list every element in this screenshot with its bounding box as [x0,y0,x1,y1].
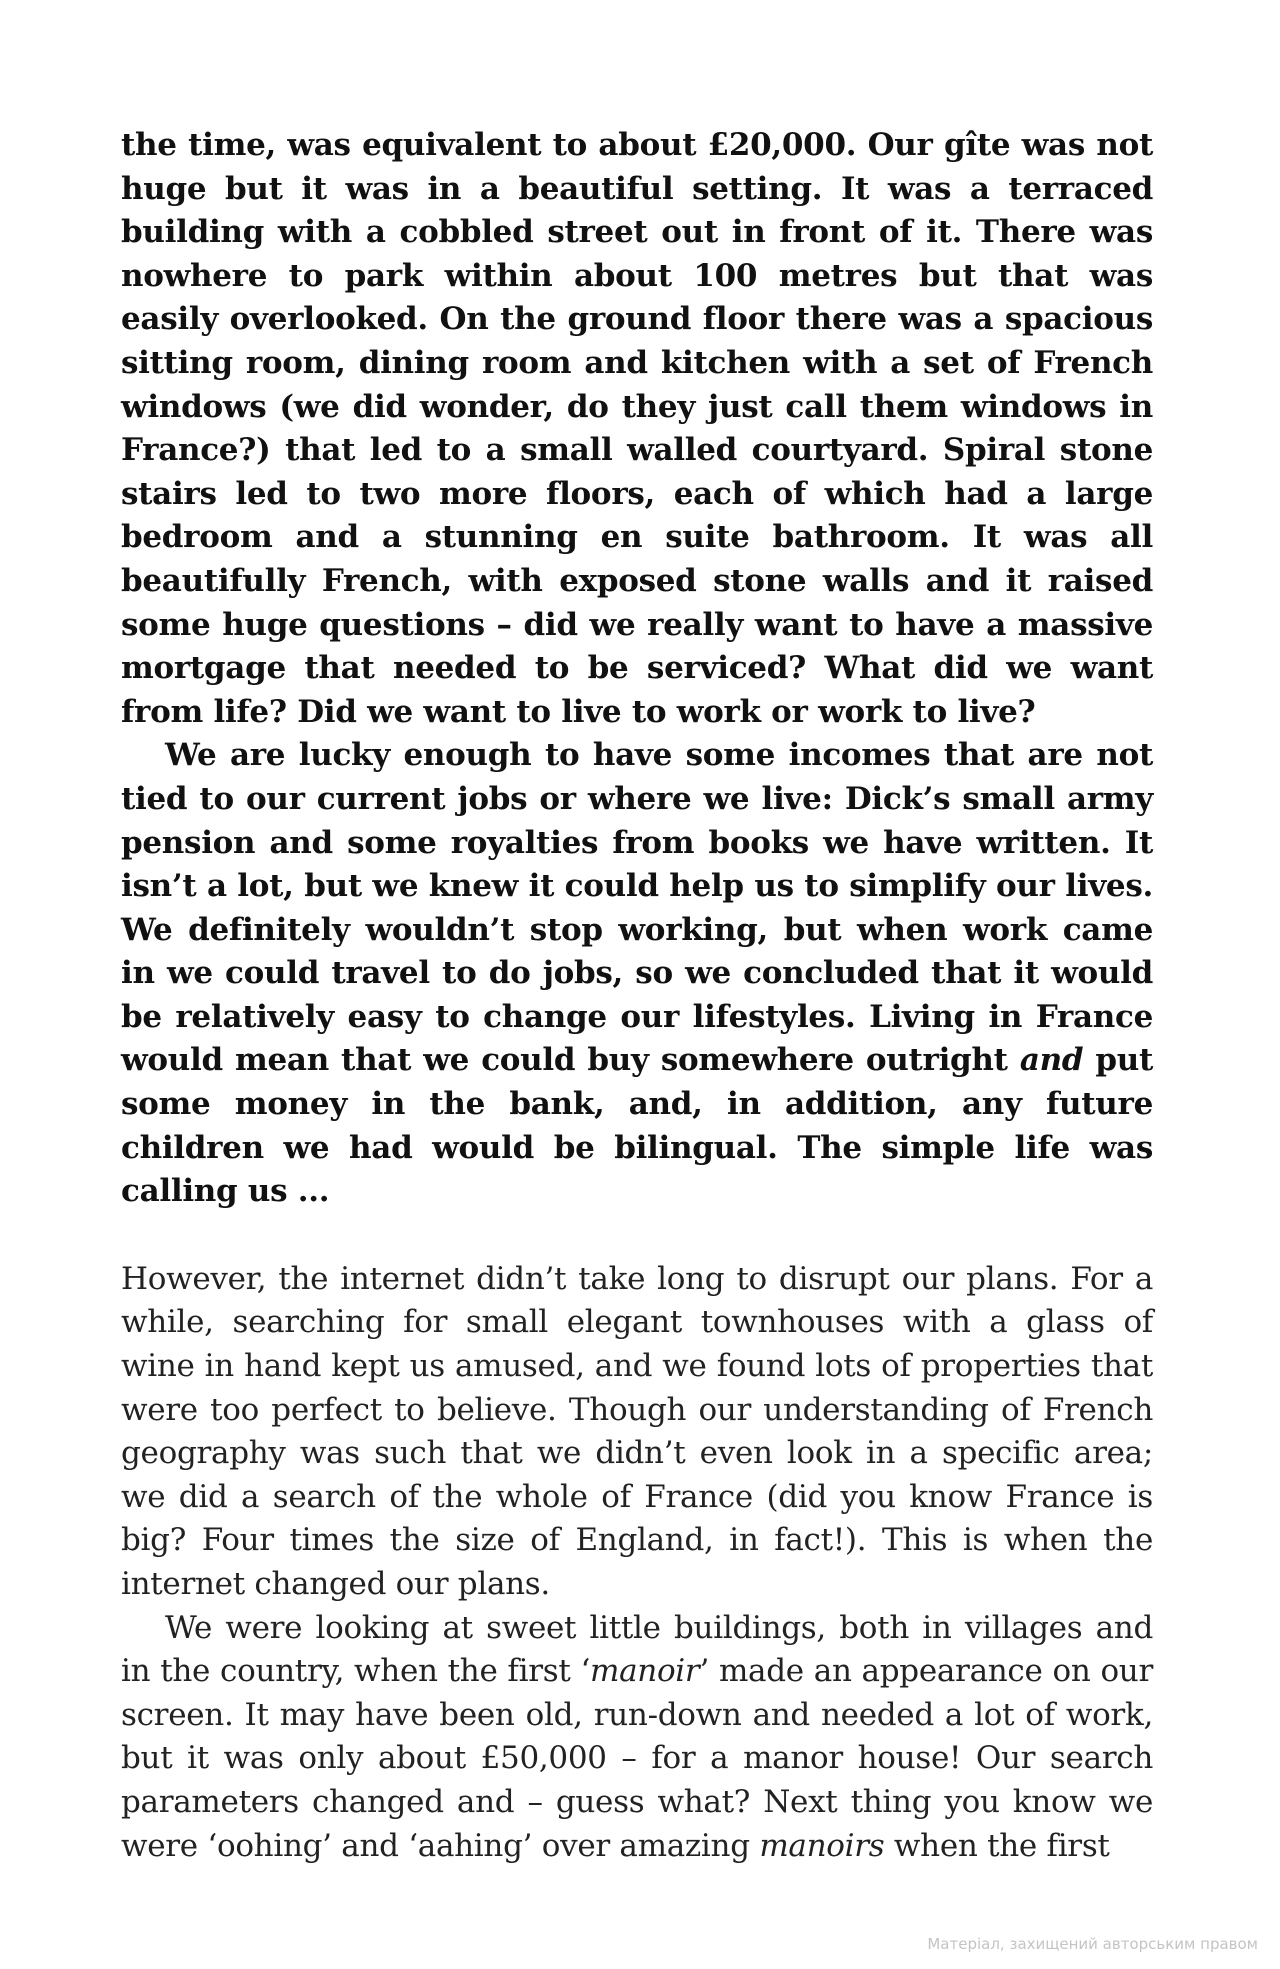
emphasis-text: manoirs [759,1827,885,1864]
emphasis-text: manoir [590,1653,700,1690]
paragraph-internet-search [121,1258,1153,1607]
copyright-watermark: Матеріал, захищений авторським правом [927,1935,1258,1953]
emphasis-text: and [1019,1042,1084,1079]
paragraph-gite-description [121,124,1153,734]
paragraph-manoir [121,1607,1153,1869]
text-run: However, the internet didn’t take long to disrupt our plans. For a while, searching for small elegant townhouses with a glass of wine in hand kept us amused, and we found lots of properties that were too perfect to believe. Though our understanding of French geography was such that we didn’t even look in a specific area; we did a search of the whole of France (did you know France is big? Four times the size of England, in fact!). This is when the internet changed our plans. [121,1260,1153,1602]
text-run: We were looking at sweet little buildings, both in villages and in the country, when the first ‘ [121,1609,1153,1690]
text-run: put some money in the bank, and, in addition, any future children we had would be bilingual. The simple life was calling us ... [121,1042,1153,1210]
text-run: ’ made an appearance on our screen. It may have been old, run-down and needed a lot of work, but it was only about £50,000 – for a manor house! Our search parameters changed and – guess what? Next thing you know we were ‘oohing’ and ‘aahing’ over amazing [121,1653,1153,1864]
text-run: when the first [884,1827,1110,1864]
paragraph-incomes [121,734,1153,1214]
text-run: the time, was equivalent to about £20,000. Our gîte was not huge but it was in a beautiful setting. It was a terraced building with a cobbled street out in front of it. There was nowhere to park within about 100 metres but that was easily overlooked. On the ground floor there was a spacious sitting room, dining room and kitchen with a set of French windows (we did wonder, do they just call them windows in France?) that led to a small walled courtyard. Spiral stone stairs led to two more floors, each of which had a large bedroom and a stunning en suite bathroom. It was all beautifully French, with exposed stone walls and it raised some huge questions – did we really want to have a massive mortgage that needed to be serviced? What did we want from life? Did we want to live to work or work to live? [121,127,1153,730]
text-run: We are lucky enough to have some incomes that are not tied to our current jobs or where we live: Dick’s small army pension and some royalties from books we have written. It isn’t a lot, but we knew it could help us to simplify our lives. We definitely wouldn’t stop working, but when work came in we could travel to do jobs, so we concluded that it would be relatively easy to change our lifestyles. Living in France would mean that we could buy somewhere outright [121,737,1153,1079]
document-page [121,124,1153,1868]
